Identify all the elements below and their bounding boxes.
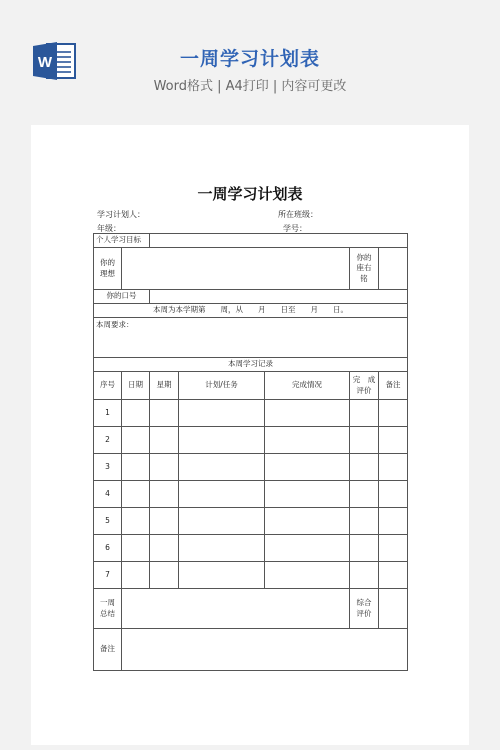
date-cell[interactable] [122, 454, 150, 481]
row-number: 3 [94, 454, 122, 481]
task-cell[interactable] [179, 454, 265, 481]
weekday-cell[interactable] [150, 400, 179, 427]
note-cell[interactable] [379, 562, 408, 589]
summary-row [94, 589, 408, 629]
note-cell[interactable] [379, 400, 408, 427]
student-no-label: 学号： [283, 224, 307, 233]
row-number: 2 [94, 427, 122, 454]
slogan-row [94, 290, 408, 304]
table-row [94, 562, 408, 589]
record-title: 本周学习记录 [94, 358, 408, 372]
column-header-row [94, 372, 408, 400]
table-row [94, 400, 408, 427]
week-row [94, 304, 408, 318]
evaluation-cell[interactable] [350, 535, 379, 562]
status-cell[interactable] [265, 508, 350, 535]
date-cell[interactable] [122, 535, 150, 562]
row-number: 5 [94, 508, 122, 535]
remark-label: 备注 [94, 629, 122, 671]
evaluation-cell[interactable] [350, 562, 379, 589]
col-header: 完 成 评价 [350, 372, 379, 400]
remark-cell[interactable] [122, 629, 408, 671]
weekday-cell[interactable] [150, 481, 179, 508]
row-number: 1 [94, 400, 122, 427]
overall-cell[interactable] [379, 589, 408, 629]
col-header: 星期 [150, 372, 179, 400]
planner-label: 学习计划人： [97, 210, 145, 219]
date-cell[interactable] [122, 481, 150, 508]
week-requirement-row [94, 318, 408, 358]
personal-goal-cell[interactable] [150, 234, 408, 248]
personal-goal-label: 个人学习目标 [94, 234, 150, 248]
evaluation-cell[interactable] [350, 481, 379, 508]
motto-label: 你的 座右 铭 [350, 248, 379, 290]
ideal-row [94, 248, 408, 290]
evaluation-cell[interactable] [350, 454, 379, 481]
slogan-cell[interactable] [150, 290, 408, 304]
class-label: 所在班级： [278, 210, 318, 219]
task-cell[interactable] [179, 562, 265, 589]
evaluation-cell[interactable] [350, 400, 379, 427]
week-requirement-label[interactable]: 本周要求： [94, 318, 408, 358]
week-line: 本周为本学期第 周，从 月 日至 月 日。 [94, 304, 408, 318]
summary-cell[interactable] [122, 589, 350, 629]
record-title-row [94, 358, 408, 372]
form-title: 一周学习计划表 [197, 185, 303, 203]
task-cell[interactable] [179, 427, 265, 454]
date-cell[interactable] [122, 400, 150, 427]
grade-label: 年级： [97, 224, 121, 233]
row-number: 6 [94, 535, 122, 562]
table-row [94, 454, 408, 481]
note-cell[interactable] [379, 427, 408, 454]
evaluation-cell[interactable] [350, 427, 379, 454]
weekday-cell[interactable] [150, 427, 179, 454]
col-header: 序号 [94, 372, 122, 400]
weekday-cell[interactable] [150, 454, 179, 481]
col-header: 日期 [122, 372, 150, 400]
task-cell[interactable] [179, 400, 265, 427]
weekday-cell[interactable] [150, 562, 179, 589]
date-cell[interactable] [122, 427, 150, 454]
ideal-cell[interactable] [122, 248, 350, 290]
note-cell[interactable] [379, 481, 408, 508]
table-row [94, 481, 408, 508]
svg-text:W: W [37, 54, 53, 71]
status-cell[interactable] [265, 562, 350, 589]
slogan-label: 你的口号 [94, 290, 150, 304]
task-cell[interactable] [179, 481, 265, 508]
task-cell[interactable] [179, 508, 265, 535]
status-cell[interactable] [265, 481, 350, 508]
table-row [94, 427, 408, 454]
table-row [94, 535, 408, 562]
remark-row [94, 629, 408, 671]
personal-goal-row [94, 234, 408, 248]
weekday-cell[interactable] [150, 535, 179, 562]
col-header: 备注 [379, 372, 408, 400]
note-cell[interactable] [379, 454, 408, 481]
col-header: 完成情况 [265, 372, 350, 400]
status-cell[interactable] [265, 454, 350, 481]
document-title: 一周学习计划表 [179, 48, 320, 70]
motto-cell[interactable] [379, 248, 408, 290]
table-row [94, 508, 408, 535]
summary-label: 一周 总结 [94, 589, 122, 629]
task-cell[interactable] [179, 535, 265, 562]
evaluation-cell[interactable] [350, 508, 379, 535]
col-header: 计划/任务 [179, 372, 265, 400]
row-number: 7 [94, 562, 122, 589]
paper-sheet [31, 125, 469, 745]
plan-table [93, 233, 408, 671]
date-cell[interactable] [122, 508, 150, 535]
note-cell[interactable] [379, 508, 408, 535]
page-header [0, 0, 500, 125]
ideal-label: 你的 理想 [94, 248, 122, 290]
date-cell[interactable] [122, 562, 150, 589]
row-number: 4 [94, 481, 122, 508]
status-cell[interactable] [265, 535, 350, 562]
status-cell[interactable] [265, 400, 350, 427]
document-subtitle: Word格式 | A4打印 | 内容可更改 [153, 79, 347, 94]
overall-label: 综合 评价 [350, 589, 379, 629]
weekday-cell[interactable] [150, 508, 179, 535]
status-cell[interactable] [265, 427, 350, 454]
note-cell[interactable] [379, 535, 408, 562]
